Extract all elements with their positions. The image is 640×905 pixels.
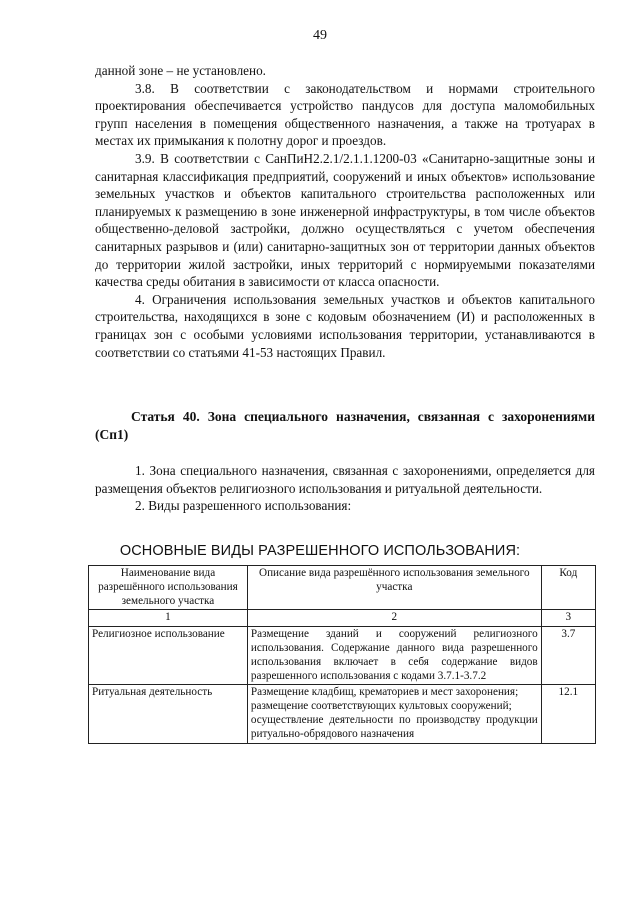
cell-name: Ритуальная деятельность — [89, 685, 248, 743]
cell-code: 12.1 — [541, 685, 595, 743]
cell-description — [247, 627, 541, 685]
table-number-row — [89, 610, 596, 627]
description-line: размещение соответствующих культовых сооружений; — [250, 700, 512, 713]
table-row — [89, 627, 596, 685]
cell-description — [247, 685, 541, 743]
description-line: осуществление деятельности по производству продукции ритуально-обрядового назначения — [250, 713, 538, 740]
table-header-row — [89, 566, 596, 610]
cell-name: Религиозное использование — [89, 627, 248, 685]
column-number: 1 — [89, 610, 248, 627]
land-use-table — [88, 565, 596, 744]
paragraph: данной зоне – не установлено. — [95, 63, 266, 78]
description-line: Размещение зданий и сооружений религиозного использования. Содержание данного вида разрешенного использования включает в себя содержание видов разрешенного использования с кодами 3.7.1-3.7.2 — [250, 628, 538, 682]
header-description: Описание вида разрешённого использования земельного участка — [247, 566, 541, 610]
top-text-block — [95, 62, 595, 361]
header-name: Наименование вида разрешённого использования земельного участка — [89, 566, 248, 610]
table-row — [89, 685, 596, 743]
mid-text-block — [95, 462, 595, 515]
cell-code: 3.7 — [541, 627, 595, 685]
table-heading: ОСНОВНЫЕ ВИДЫ РАЗРЕШЕННОГО ИСПОЛЬЗОВАНИЯ: — [119, 543, 521, 559]
paragraph: 1. Зона специального назначения, связанная с захоронениями, определяется для размещения объектов религиозного использования и ритуальной деятельности. — [95, 463, 595, 496]
paragraph: 3.8. В соответствии с законодательством и нормами строительного проектирования обеспечивается устройство пандусов для доступа маломобильных групп населения в помещения общественного назначения, а также на тротуарах в местах их примыкания к полотну дорог и проездов. — [95, 80, 595, 149]
paragraph: 3.9. В соответствии с СанПиН2.2.1/2.1.1.1200-03 «Санитарно-защитные зоны и санитарная классификация предприятий, сооружений и иных объектов» использование земельных участков и объектов капитального строительства расположенных или планируемых к размещению в зоне инженерной инфраструктуры, в том числе объектов общественно-деловой застройки, должно осуществляться с учетом обеспечения санитарных разрывов и (или) санитарно-защитных зон от территории данных объектов до территории жилой застройки, иных территорий с нормируемыми показателями качества среды обитания в зависимости от класса опасности. — [95, 150, 595, 290]
article-title: Статья 40. Зона специального назначения, связанная с захоронениями (Сп1) — [95, 409, 595, 442]
paragraph: 2. Виды разрешенного использования: — [135, 498, 352, 514]
column-number: 3 — [541, 610, 595, 627]
paragraph: 4. Ограничения использования земельных участков и объектов капитального строительства, находящихся в зоне с кодовым обозначением (И) и расположенных в границах зон с особыми условиями использования территории, устанавливаются в соответствии со статьями 41-53 настоящих Правил. — [95, 291, 595, 360]
article-title-block — [95, 408, 595, 444]
description-line: Размещение кладбищ, крематориев и мест захоронения; — [250, 686, 519, 699]
page-number: 49 — [313, 28, 327, 43]
header-code: Код — [541, 566, 595, 610]
column-number: 2 — [247, 610, 541, 627]
